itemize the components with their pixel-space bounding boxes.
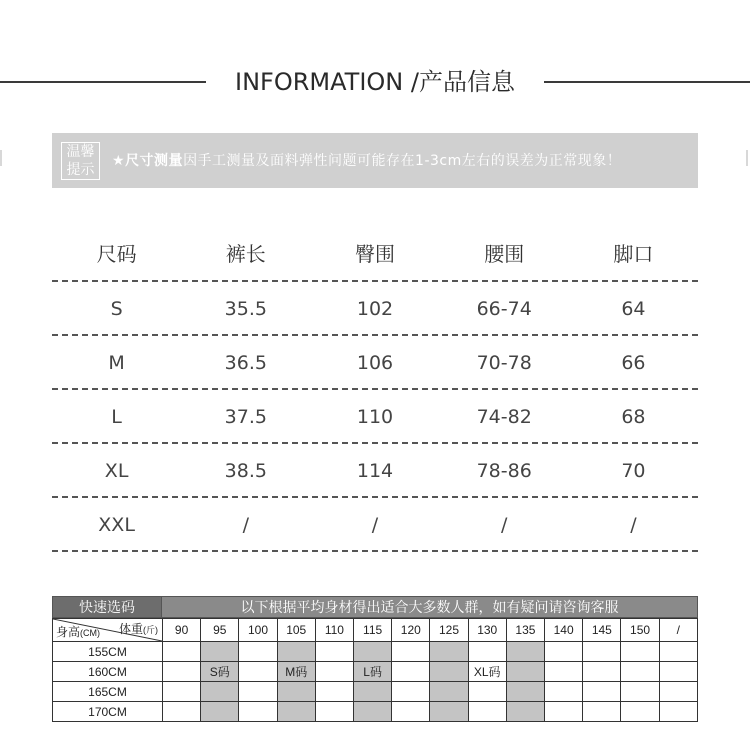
size-header-cell: 腰围 — [484, 241, 525, 266]
grid-cell — [163, 702, 201, 722]
weight-cell: 100 — [239, 619, 277, 642]
grid-cell — [315, 702, 353, 722]
height-cell: 155CM — [53, 642, 163, 662]
grid-cell — [506, 642, 544, 662]
weight-cell: 90 — [163, 619, 201, 642]
grid-cell — [583, 662, 621, 682]
weight-cell: 115 — [354, 619, 392, 642]
grid-cell — [621, 642, 659, 662]
weight-cell: 120 — [392, 619, 430, 642]
size-cell: XXL — [98, 514, 135, 536]
size-table-row — [52, 444, 698, 498]
grid-cell — [354, 682, 392, 702]
grid-cell — [277, 642, 315, 662]
size-cell: 70-78 — [476, 352, 532, 374]
grid-cell — [545, 662, 583, 682]
grid-cell — [545, 642, 583, 662]
size-cell: 78-86 — [476, 460, 532, 482]
grid-cell — [201, 682, 239, 702]
tip-badge-line1: 温馨 — [66, 144, 95, 160]
quick-select-note: 以下根据平均身材得出适合大多数人群，如有疑问请咨询客服 — [162, 596, 698, 618]
size-mark-cell: M码 — [277, 662, 315, 682]
grid-cell — [659, 642, 697, 662]
grid-cell — [392, 682, 430, 702]
grid-cell — [430, 662, 468, 682]
weight-cell: 130 — [468, 619, 506, 642]
size-table-row — [52, 498, 698, 552]
size-cell: S — [110, 298, 123, 320]
size-mark-cell: XL码 — [468, 662, 506, 682]
edge-mark-right — [746, 150, 748, 166]
header-line-left — [0, 81, 206, 83]
tip-badge-line2: 提示 — [66, 162, 95, 178]
grid-cell — [239, 702, 277, 722]
size-cell: 114 — [356, 460, 394, 482]
grid-cell — [430, 682, 468, 702]
weight-cell: 95 — [201, 619, 239, 642]
size-header-cell: 裤长 — [225, 241, 266, 266]
size-header-cell: 尺码 — [96, 241, 137, 266]
weight-cell: / — [659, 619, 697, 642]
grid-cell — [392, 642, 430, 662]
size-table-header — [52, 222, 698, 282]
grid-cell — [354, 642, 392, 662]
grid-cell — [545, 682, 583, 702]
grid-cell — [163, 682, 201, 702]
height-cell: 160CM — [53, 662, 163, 682]
size-cell: 74-82 — [476, 406, 532, 428]
grid-cell — [277, 702, 315, 722]
height-row — [53, 662, 698, 682]
corner-cell — [53, 619, 163, 642]
header-line-right — [544, 81, 750, 83]
grid-cell — [315, 682, 353, 702]
size-cell: XL — [104, 460, 129, 482]
grid-cell — [468, 702, 506, 722]
tip-bold: 尺寸测量 — [125, 153, 184, 169]
grid-cell — [659, 662, 697, 682]
grid-cell — [315, 642, 353, 662]
size-cell: 66-74 — [476, 298, 532, 320]
edge-mark-left — [0, 150, 2, 166]
height-row — [53, 702, 698, 722]
grid-cell — [201, 642, 239, 662]
size-cell: 106 — [356, 352, 394, 374]
grid-cell — [506, 702, 544, 722]
grid-cell — [239, 682, 277, 702]
grid-cell — [545, 702, 583, 722]
size-header-cell: 脚口 — [613, 241, 654, 266]
grid-cell — [621, 662, 659, 682]
grid-cell — [506, 682, 544, 702]
height-row — [53, 682, 698, 702]
grid-cell — [392, 662, 430, 682]
size-cell: 68 — [621, 406, 646, 428]
grid-cell — [239, 642, 277, 662]
grid-cell — [430, 642, 468, 662]
size-cell: 36.5 — [224, 352, 267, 374]
grid-cell — [163, 662, 201, 682]
weight-cell: 145 — [583, 619, 621, 642]
size-cell: 38.5 — [224, 460, 267, 482]
page-title: INFORMATION /产品信息 — [235, 68, 515, 96]
weight-cell: 110 — [315, 619, 353, 642]
dashed-divider — [52, 550, 698, 552]
weight-cell: 125 — [430, 619, 468, 642]
grid-cell — [201, 702, 239, 722]
size-cell: / — [242, 514, 249, 536]
height-row — [53, 642, 698, 662]
size-cell: L — [111, 406, 122, 428]
height-cell: 165CM — [53, 682, 163, 702]
quick-select — [52, 596, 698, 722]
weight-label: 体重(斤) — [118, 622, 158, 636]
tip-bar — [52, 133, 698, 188]
size-cell: 70 — [621, 460, 646, 482]
size-cell: / — [501, 514, 508, 536]
size-cell: 102 — [356, 298, 394, 320]
quick-select-grid — [52, 618, 698, 722]
grid-cell — [392, 702, 430, 722]
tip-badge — [61, 142, 100, 180]
size-cell: M — [108, 352, 125, 374]
size-cell: 66 — [621, 352, 646, 374]
grid-cell — [354, 702, 392, 722]
size-cell: 64 — [621, 298, 646, 320]
height-label: 身高(CM) — [56, 625, 101, 639]
weight-row — [53, 619, 698, 642]
grid-cell — [621, 682, 659, 702]
size-cell: / — [371, 514, 379, 536]
tip-text — [112, 150, 621, 170]
size-cell: / — [630, 514, 637, 536]
weight-cell: 150 — [621, 619, 659, 642]
grid-cell — [430, 702, 468, 722]
size-table-row — [52, 282, 698, 336]
grid-cell — [315, 662, 353, 682]
quick-select-title: 快速选码 — [52, 596, 162, 618]
grid-cell — [468, 642, 506, 662]
grid-cell — [468, 682, 506, 702]
size-table-row — [52, 336, 698, 390]
weight-cell: 135 — [506, 619, 544, 642]
height-cell: 170CM — [53, 702, 163, 722]
grid-cell — [277, 682, 315, 702]
grid-cell — [583, 702, 621, 722]
weight-cell: 140 — [545, 619, 583, 642]
size-cell: 37.5 — [224, 406, 267, 428]
grid-cell — [583, 642, 621, 662]
grid-cell — [621, 702, 659, 722]
size-header-cell: 臀围 — [355, 241, 395, 266]
size-cell: 110 — [356, 406, 394, 428]
grid-cell — [583, 682, 621, 702]
grid-cell — [239, 662, 277, 682]
grid-cell — [163, 642, 201, 662]
grid-cell — [659, 702, 697, 722]
grid-cell — [659, 682, 697, 702]
weight-cell: 105 — [277, 619, 315, 642]
tip-body: 因手工测量及面料弹性问题可能存在1-3cm左右的误差为正常现象！ — [183, 153, 622, 169]
size-mark-cell: L码 — [354, 662, 392, 682]
size-table — [52, 222, 698, 552]
grid-cell — [506, 662, 544, 682]
star-icon: ★ — [112, 153, 126, 169]
size-table-row — [52, 390, 698, 444]
size-cell: 35.5 — [224, 298, 267, 320]
size-mark-cell: S码 — [201, 662, 239, 682]
